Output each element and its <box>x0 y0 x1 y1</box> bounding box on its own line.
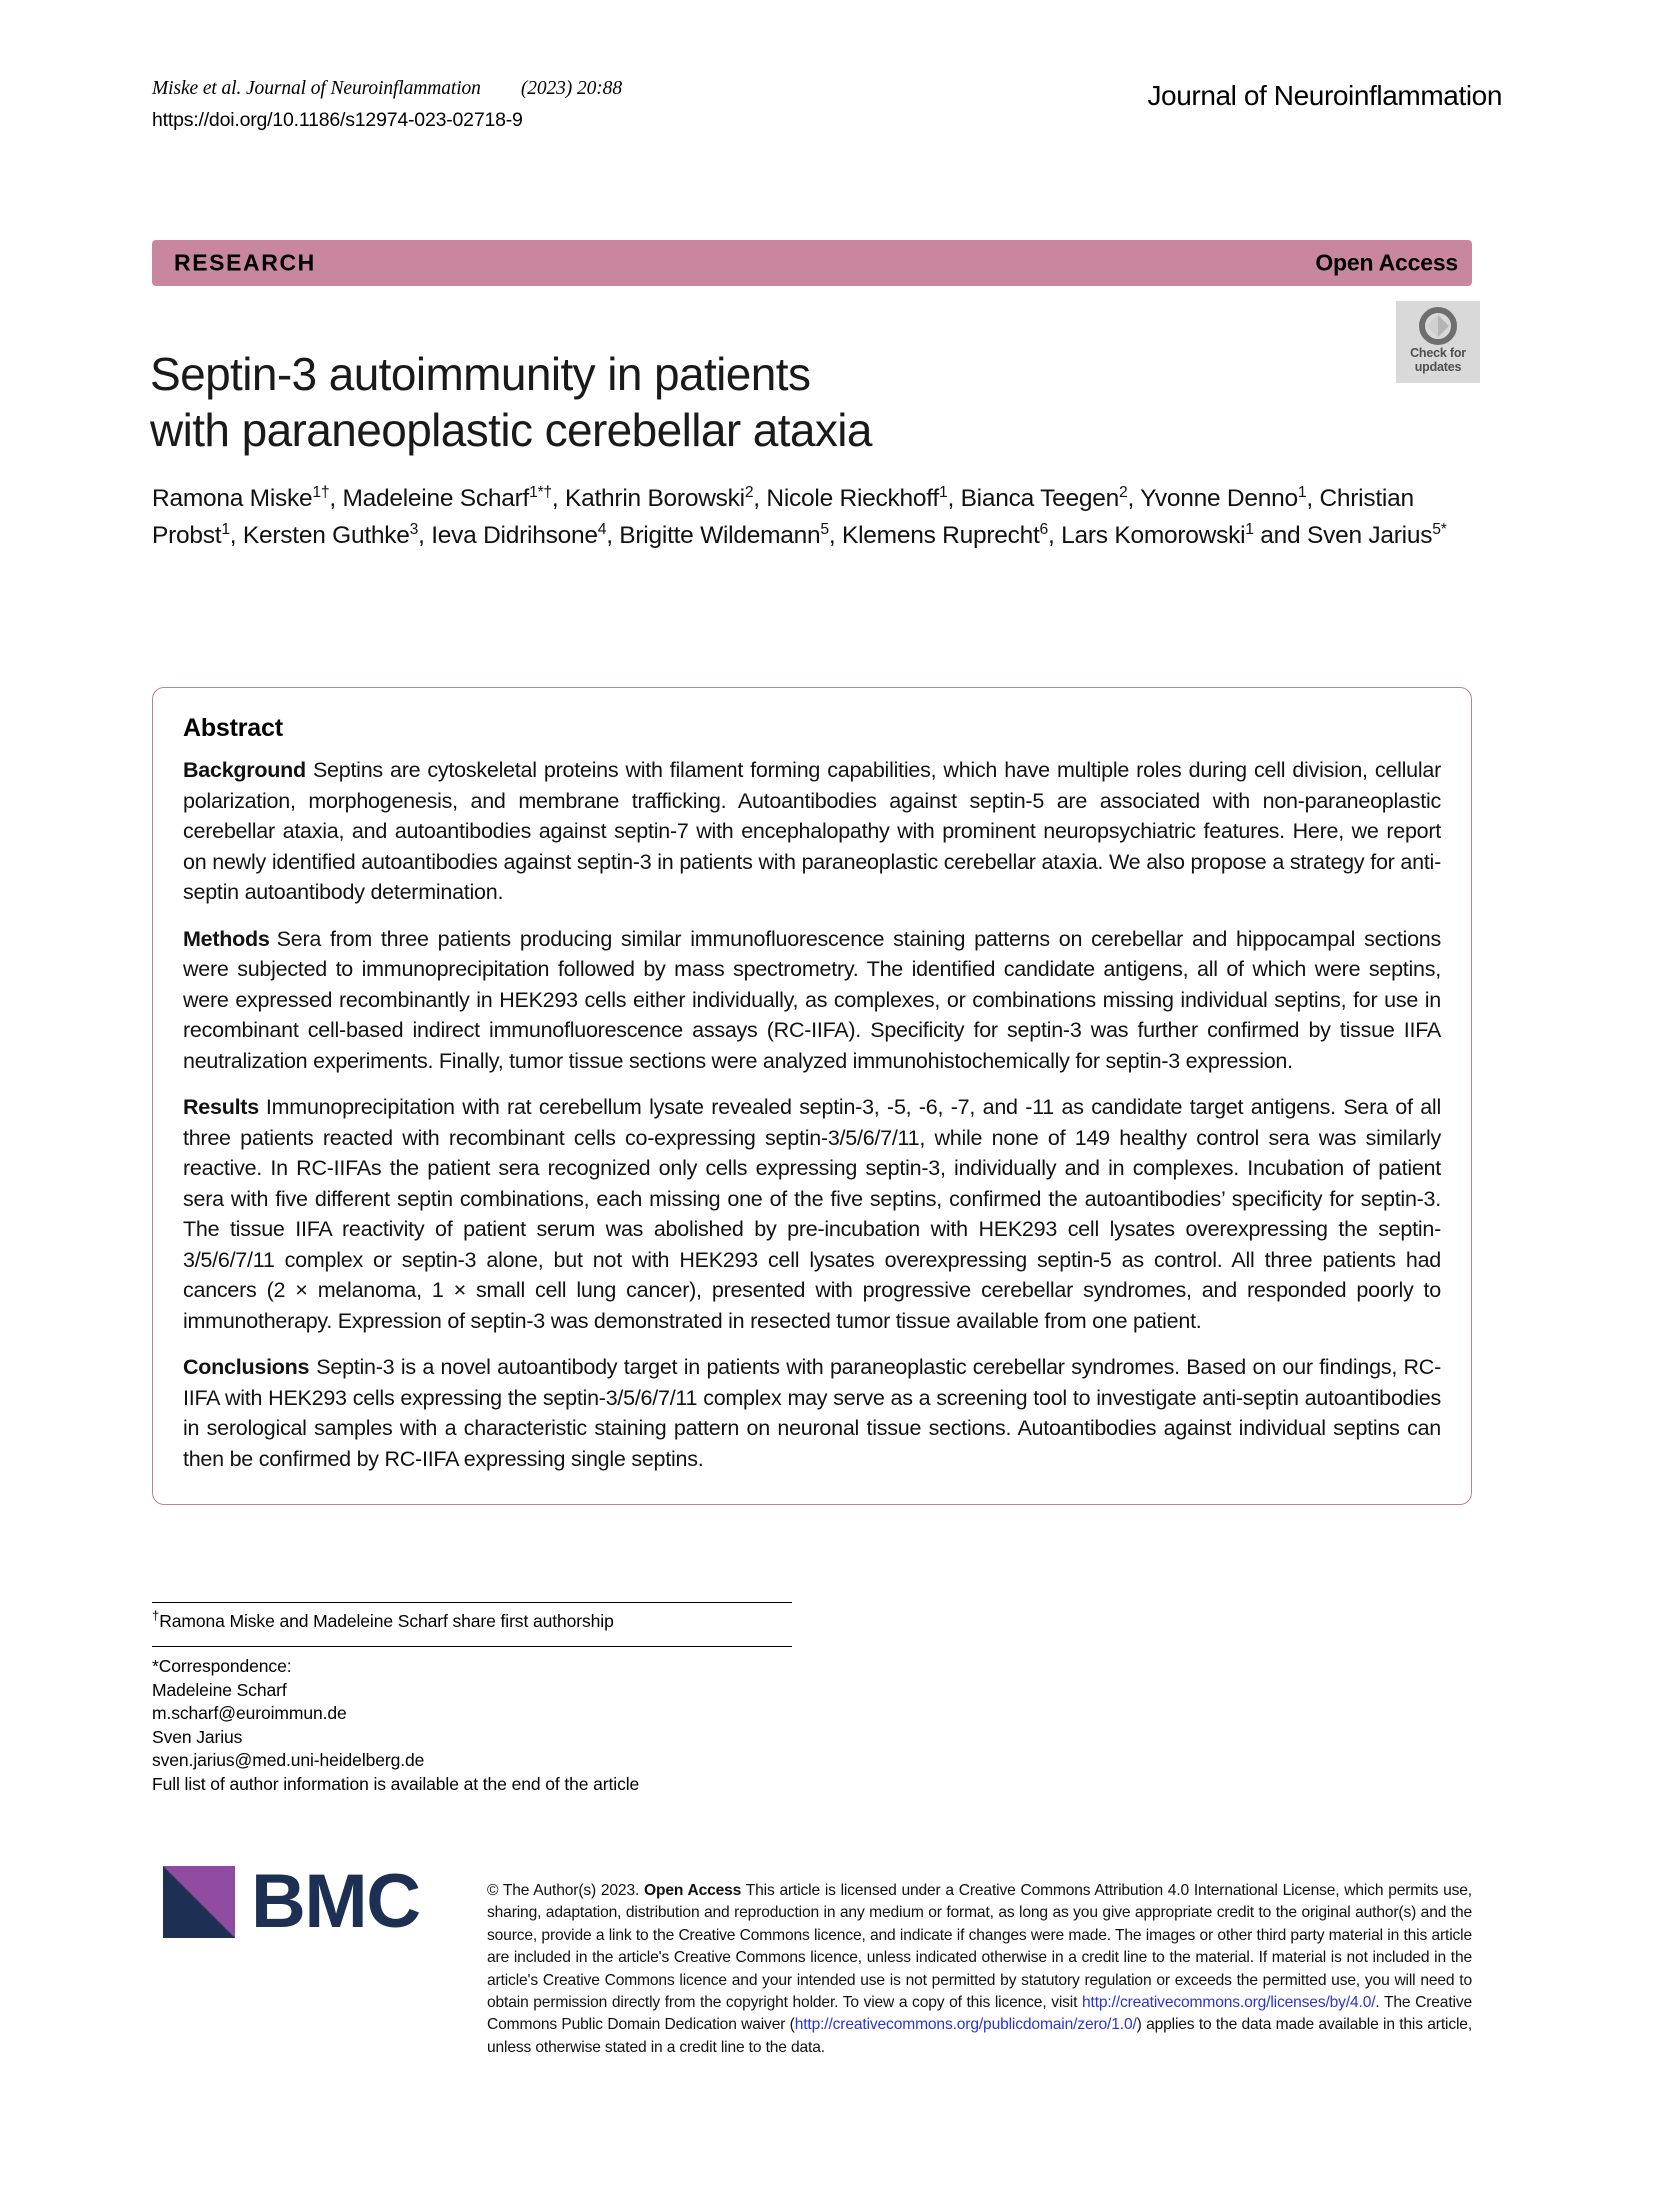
running-head-citation <box>152 78 622 100</box>
correspondence-label: *Correspondence: <box>152 1656 292 1676</box>
abstract-section <box>183 1092 1441 1336</box>
abstract-panel <box>152 687 1472 1505</box>
title-line-1: Septin-3 autoimmunity in patients <box>150 347 811 400</box>
bmc-wordmark: BMC <box>251 1859 420 1944</box>
correspondence-line: m.scharf@euroimmun.de <box>152 1703 347 1723</box>
check-for-updates-badge[interactable] <box>1396 301 1480 383</box>
abstract-section-label: Conclusions <box>183 1355 310 1379</box>
abstract-section <box>183 1352 1441 1474</box>
footnote-rule-top <box>152 1602 792 1603</box>
bmc-mark-icon <box>163 1866 235 1938</box>
crossmark-line-1: Check for <box>1410 346 1466 360</box>
open-access-label: Open Access <box>1315 249 1458 276</box>
running-head <box>152 78 1502 148</box>
correspondence-lines <box>152 1679 852 1797</box>
abstract-section-text: Sera from three patients producing similar immunofluorescence staining patterns on cerebellar and hippocampal sections were subjected to immunoprecipitation followed by mass spectrometry. The identified candidate antigens, all of which were septins, were expressed recombinantly in HEK293 cells either individually, as complexes, or combinations missing individual septins, for use in recombinant cell-based indirect immunofluorescence assays (RC-IIFA). Specificity for septin-3 was further confirmed by tissue IIFA neutralization experiments. Finally, tumor tissue sections were analyzed immunohistochemically for septin-3 expression. <box>183 926 1441 1073</box>
bmc-logo <box>163 1850 443 1960</box>
author-list: Ramona Miske$^{1\dagger}$, Madeleine Scharf$^{1*\dagger}$, Kathrin Borowski$^2$, Nicole Rieckhoff$^1$, Bianca Teegen$^2$, Yvonne Denno$^1$, Christian Probst$^1$, Kersten Guthke$^3$, Ieva Didrihsone$^4$, Brigitte Wildemann$^5$, Klemens Ruprecht$^6$, Lars Komorowski$^1$ and Sven Jarius$^{5*}$ <box>152 483 1447 549</box>
abstract-section-label: Results <box>183 1095 259 1119</box>
correspondence-block <box>152 1655 852 1796</box>
access-banner <box>152 240 1472 286</box>
correspondence-line: sven.jarius@med.uni-heidelberg.de <box>152 1750 425 1770</box>
crossmark-line-2: updates <box>1414 359 1462 374</box>
correspondence-line: Sven Jarius <box>152 1726 243 1747</box>
abstract-section-label: Methods <box>183 926 270 951</box>
crossmark-circle-icon <box>1418 306 1458 346</box>
journal-name: Journal of Neuroinflammation <box>1147 80 1502 111</box>
abstract-section-text: Immunoprecipitation with rat cerebellum lysate revealed septin-3, -5, -6, -7, and -11 as candidate target antigens. Sera of all three patients reacted with recombinant cells co-expressing septin-3/5/6/7/11, while none of 149 healthy control sera was similarly reactive. In RC-IIFAs the patient sera recognized only cells expressing septin-3, individually and in complexes. Incubation of patient sera with five different septin combinations, each missing one of the five septins, confirmed the autoantibodies’ specificity for septin-3. The tissue IIFA reactivity of patient serum was abolished by pre-incubation with HEK293 cell lysates overexpressing the septin-3/5/6/7/11 complex or septin-3 alone, but not with HEK293 cell lysates overexpressing septin-5 as control. All three patients had cancers (2 × melanoma, 1 × small cell lung cancer), presented with progressive cerebellar syndromes, and responded poorly to immunotherapy. Expression of septin-3 was demonstrated in resected tumor tissue available from one patient. <box>183 1095 1441 1333</box>
abstract-section <box>183 755 1441 908</box>
footnote-rule-bottom <box>152 1646 792 1647</box>
abstract-heading: Abstract <box>183 714 283 742</box>
correspondence-line: Madeleine Scharf <box>152 1679 287 1700</box>
title-line-2: with paraneoplastic cerebellar ataxia <box>150 403 872 456</box>
running-head-authors-journal: Miske et al. Journal of Neuroinflammation <box>152 78 481 99</box>
abstract-section-label: Background <box>183 758 306 782</box>
correspondence-line: Full list of author information is available at the end of the article <box>152 1773 640 1794</box>
doi-link[interactable]: https://doi.org/10.1186/s12974-023-02718-9 <box>152 109 523 131</box>
shared-authorship-note: †Ramona Miske and Madeleine Scharf share first authorship <box>152 1608 614 1631</box>
license-text: © The Author(s) 2023. Open Access This article is licensed under a Creative Commons Attribution 4.0 International License, which permits use, sharing, adaptation, distribution and reproduction in any medium or format, as long as you give appropriate credit to the original author(s) and the source, provide a link to the Creative Commons licence, and indicate if changes were made. The images or other third party material in this article are included in the article's Creative Commons licence, unless indicated otherwise in a credit line to the material. If material is not included in the article's Creative Commons licence and your intended use is not permitted by statutory regulation or exceeds the permitted use, you will need to obtain permission directly from the copyright holder. To view a copy of this licence, visit http://creativecommons.org/licenses/by/4.0/. The Creative Commons Public Domain Dedication waiver (http://creativecommons.org/publicdomain/zero/1.0/) applies to the data made available in this article, unless otherwise stated in a credit line to the data. <box>487 1882 1472 2056</box>
abstract-sections <box>183 755 1441 1474</box>
running-head-volume-issue: (2023) 20:88 <box>520 78 622 99</box>
abstract-section-text: Septin-3 is a novel autoantibody target in patients with paraneoplastic cerebellar syndromes. Based on our findings, RC-IIFA with HEK293 cells expressing the septin-3/5/6/7/11 complex may serve as a screening tool to investigate anti-septin autoantibodies in serological samples with a characteristic staining pattern on neuronal tissue sections. Autoantibodies against individual septins can then be confirmed by RC-IIFA expressing single septins. <box>183 1355 1441 1471</box>
page-title <box>150 346 1370 458</box>
abstract-section-text: Septins are cytoskeletal proteins with filament forming capabilities, which have multiple roles during cell division, cellular polarization, morphogenesis, and membrane trafficking. Autoantibodies against septin-5 are associated with non-paraneoplastic cerebellar ataxia, and autoantibodies against septin-7 with encephalopathy with prominent neuropsychiatric features. Here, we report on newly identified autoantibodies against septin-3 in patients with paraneoplastic cerebellar ataxia. We also propose a strategy for anti-septin autoantibody determination. <box>183 758 1441 904</box>
article-type-label: RESEARCH <box>174 249 316 276</box>
abstract-section <box>183 924 1441 1077</box>
